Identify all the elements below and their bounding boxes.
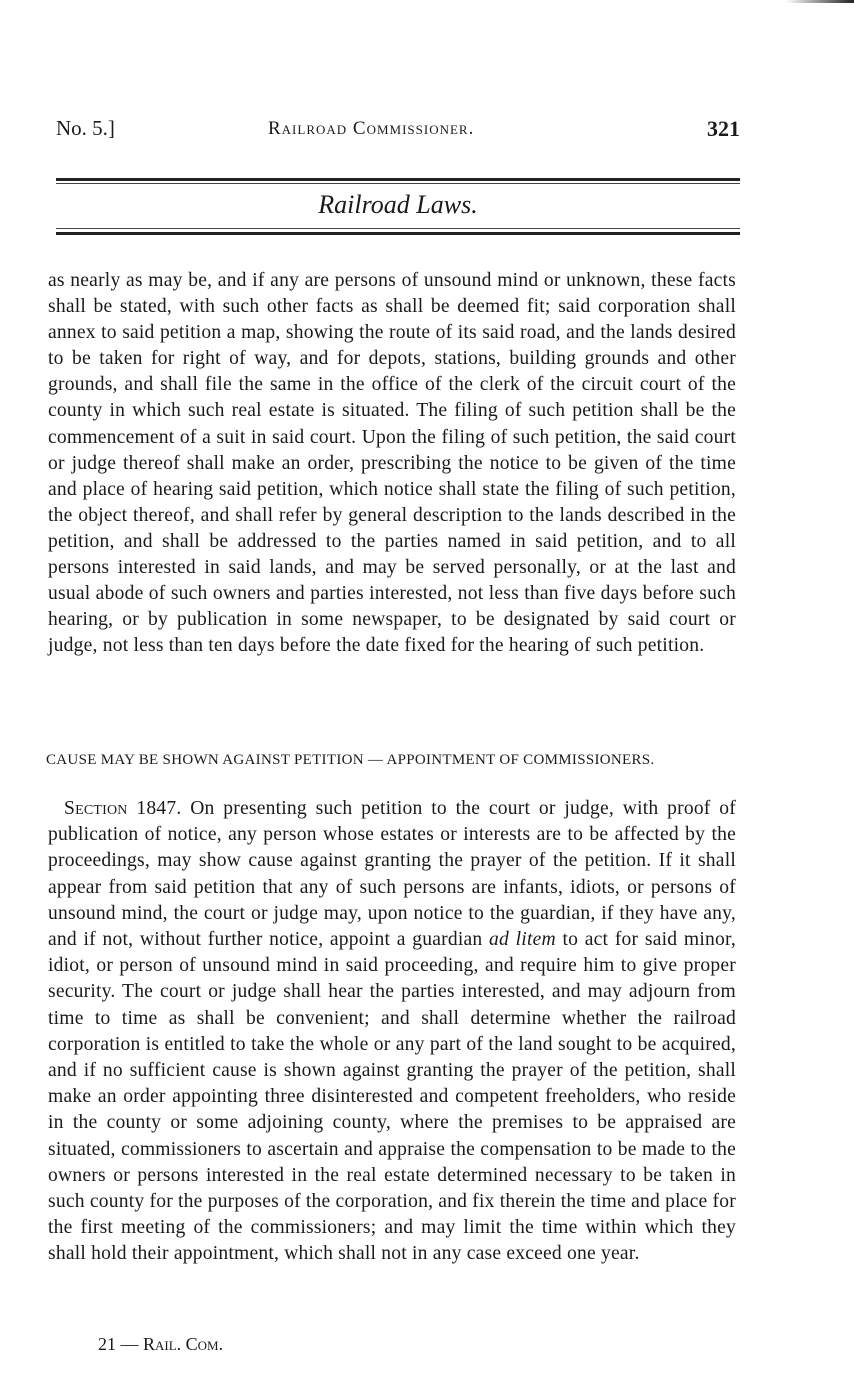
section-title: Railroad Laws. (318, 190, 478, 219)
body-paragraph-2 (48, 796, 736, 1268)
subsection-heading: CAUSE MAY BE SHOWN AGAINST PETITION — APPOINTMENT OF COMMISSIONERS. (46, 752, 655, 768)
page-number: 321 (707, 116, 740, 141)
page-footer-signature: 21 — Rail. Com. (98, 1334, 224, 1354)
section-label: Section 1847. (64, 798, 182, 819)
header-rule-thick (56, 178, 740, 181)
title-rule-thick (56, 232, 740, 235)
page-header (56, 116, 740, 146)
page-edge-shadow (0, 0, 854, 3)
paragraph-2-text-a: On presenting such petition to the court or judge, with proof of publication of notice, any person whose estates or interests are to be affected by the proceedings, may show cause against granting the prayer of the petition. If it shall appear from said petition that any of such persons are infants, idiots, or persons of unsound mind, the court or judge may, upon notice to the guardian, if they have any, and if not, without further notice, appoint a guardian (48, 798, 736, 951)
title-rule-thin (56, 228, 740, 229)
body-paragraph-1: as nearly as may be, and if any are persons of unsound mind or unknown, these facts shall be stated, with such other facts as shall be deemed fit; said corporation shall annex to said petition a map, showing the route of its said road, and the lands desired to be taken for right of way, and for depots, stations, building grounds and other grounds, and shall file the same in the office of the clerk of the circuit court of the county in which such real estate is situated. The filing of such petition shall be the commencement of a suit in said court. Upon the filing of such petition, the said court or judge thereof shall make an order, prescribing the notice to be given of the time and place of hearing said petition, which notice shall state the filing of such petition, the object thereof, and shall refer by general description to the lands described in the petition, and shall be addressed to the parties named in said petition, and to all persons interested in said lands, and may be served personally, or at the last and usual abode of such owners and parties interested, not less than five days before such hearing, or by publication in some newspaper, to be designated by said court or judge, not less than ten days before the date fixed for the hearing of such petition. (48, 270, 736, 657)
legal-term-italic: ad litem (489, 929, 556, 951)
header-rule-thin (56, 183, 740, 184)
document-number: No. 5.] (56, 116, 115, 140)
paragraph-2-text-b: to act for said minor, idiot, or person of unsound mind in said proceeding, and require him to give proper security. The court or judge shall hear the parties interested, and may adjourn from time to time as shall be convenient; and shall determine whether the railroad corporation is entitled to take the whole or any part of the land sought to be acquired, and if no sufficient cause is shown against granting the prayer of the petition, shall make an order appointing three disinterested and competent freeholders, who reside in the county or some adjoining county, where the premises to be appraised are situated, commissioners to ascertain and appraise the compensation to be made to the owners or persons interested in the real estate determined necessary to be taken in such county for the purposes of the corporation, and fix therein the time and place for the first meeting of the commissioners; and may limit the time within which they shall hold their appointment, which shall not in any case exceed one year. (48, 929, 736, 1265)
running-title: Railroad Commissioner. (268, 118, 475, 139)
